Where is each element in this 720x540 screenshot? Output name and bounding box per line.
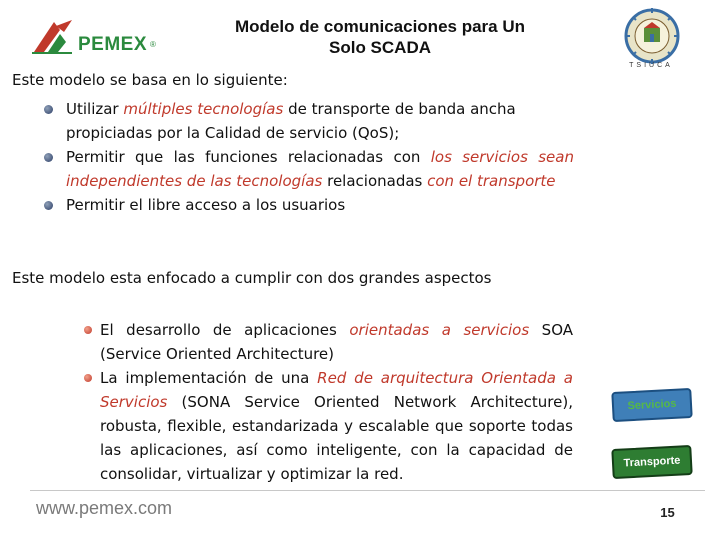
puzzle-transporte: Transporte: [611, 445, 692, 479]
item-text: La implementación de una: [100, 369, 318, 387]
title-line-2: Solo SCADA: [329, 38, 431, 57]
list-item: [66, 145, 574, 193]
item-text: El desarrollo de aplicaciones: [100, 321, 350, 339]
logo-text: PEMEX: [78, 34, 148, 55]
pemex-eagle-icon: [30, 16, 80, 56]
list-item: [100, 318, 573, 366]
item-text: Permitir el libre acceso a los usuarios: [66, 196, 346, 214]
bullet-icon: [44, 201, 53, 210]
bullet-icon: [84, 326, 92, 334]
slide-title: [175, 16, 585, 58]
item-text: relacionadas: [322, 172, 428, 190]
item-text: Permitir que las funciones relacionadas con: [66, 148, 431, 166]
item-text: SOA (Service Oriented Architecture): [100, 321, 573, 363]
list-2: [100, 318, 573, 486]
footer-divider: [30, 490, 705, 491]
item-highlight: los servicios sean independientes de las tecnologías: [66, 148, 574, 190]
page-number: 15: [660, 505, 675, 520]
seal-label: TSIUCA: [629, 62, 673, 69]
footer-url: www.pemex.com: [36, 498, 173, 518]
item-text: de transporte de banda ancha propiciadas por la Calidad de servicio (QoS);: [66, 100, 516, 142]
list-item: [100, 366, 573, 486]
item-highlight: Red de arquitectura Orientada a Servicios: [100, 369, 573, 411]
item-text: Utilizar: [66, 100, 124, 118]
bullet-icon: [84, 374, 92, 382]
title-line-1: Modelo de comunicaciones para Un: [234, 17, 525, 36]
list-1: [66, 97, 574, 217]
intro-text-2: Este modelo esta enfocado a cumplir con dos grandes aspectos: [12, 269, 492, 287]
item-highlight: con el transporte: [427, 172, 556, 190]
item-highlight: múltiples tecnologías: [123, 100, 284, 118]
bullet-icon: [44, 153, 53, 162]
item-highlight: orientadas a servicios: [349, 321, 530, 339]
intro-text-1: Este modelo se basa en lo siguiente:: [12, 71, 288, 89]
list-item: [66, 97, 574, 145]
list-item: [66, 193, 574, 217]
bullet-icon: [44, 105, 53, 114]
item-text: (SONA Service Oriented Network Architecture), robusta, flexible, estandarizada y escalable que soporte todas las aplicaciones, así como inteligente, con la capacidad de consolidar, virtualizar y optimizar la red.: [100, 393, 573, 483]
logo-registered-mark: ®: [150, 40, 156, 49]
puzzle-servicios: Servicios: [611, 388, 692, 422]
